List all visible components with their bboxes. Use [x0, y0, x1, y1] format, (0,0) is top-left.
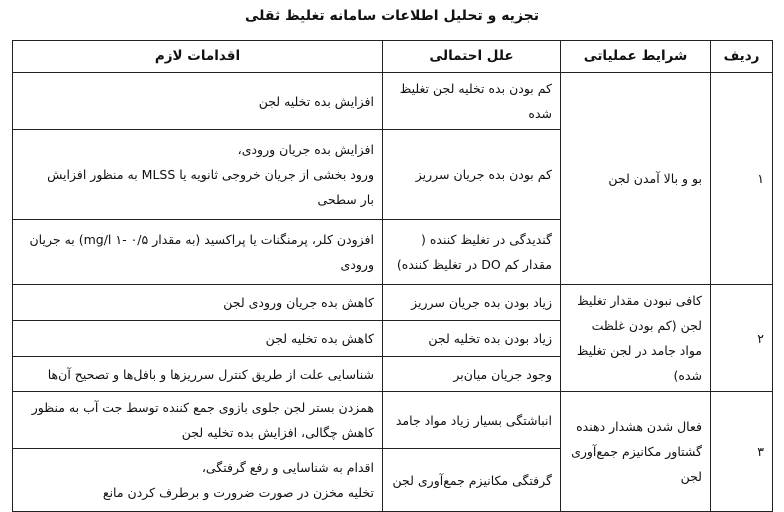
probable-cause: وجود جریان میان‌بر	[383, 357, 561, 392]
operating-condition: فعال شدن هشدار دهنده گشتاور مکانیزم جمع‌آوری لجن	[561, 392, 711, 512]
action-line: افزایش بده جریان ورودی،	[237, 142, 374, 157]
operating-condition: بو و بالا آمدن لجن	[561, 73, 711, 285]
action-line: افزودن کلر، پرمنگنات یا پراکسید (به مقدار mg/l ۱- ۰/۵) به جریان ورودی	[29, 232, 374, 272]
probable-cause: انباشتگی بسیار زیاد مواد جامد	[383, 392, 561, 449]
action-line: کاهش بده تخلیه لجن	[265, 331, 374, 347]
probable-cause: کم بودن بده تخلیه لجن تغلیظ شده	[383, 73, 561, 130]
row-number: ۳	[711, 392, 773, 512]
probable-cause: کم بودن بده جریان سرریز	[383, 130, 561, 220]
action-line: بار سطحی	[317, 192, 374, 207]
probable-cause: زیاد بودن بده تخلیه لجن	[383, 321, 561, 357]
action-line: همزدن بستر لجن جلوی بازوی جمع کننده توسط جت آب به منظور کاهش چگالی، افزایش بده تخلیه لجن	[31, 400, 374, 440]
table-header-row	[13, 41, 773, 73]
required-action	[13, 321, 383, 357]
table-row	[13, 392, 773, 449]
required-action	[13, 220, 383, 285]
troubleshooting-table	[12, 40, 773, 512]
header-row-number: ردیف	[711, 41, 773, 73]
action-line: افزایش بده تخلیه لجن	[258, 93, 374, 109]
required-action	[13, 285, 383, 321]
header-operating-condition: شرایط عملیاتی	[561, 41, 711, 73]
required-action	[13, 130, 383, 220]
page-title: تجزیه و تحلیل اطلاعات سامانه تغلیظ ثقلی	[244, 8, 539, 24]
table-row	[13, 73, 773, 130]
row-number: ۲	[711, 285, 773, 392]
action-line: ورود بخشی از جریان خروجی ثانویه یا MLSS به منظور افزایش	[47, 167, 374, 182]
action-line: کاهش بده جریان ورودی لجن	[223, 295, 374, 310]
probable-cause: گندیدگی در تغلیظ کننده ( مقدار کم DO در تغلیظ کننده)	[383, 220, 561, 285]
header-probable-cause: علل احتمالی	[383, 41, 561, 73]
required-action	[13, 357, 383, 392]
table-row	[13, 285, 773, 321]
action-line: اقدام به شناسایی و رفع گرفتگی،	[201, 460, 374, 475]
header-required-action: اقدامات لازم	[13, 41, 383, 73]
required-action	[13, 392, 383, 449]
required-action	[13, 73, 383, 130]
probable-cause: زیاد بودن بده جریان سرریز	[383, 285, 561, 321]
action-line: شناسایی علت از طریق کنترل سرریزها و بافل‌ها و تصحیح آن‌ها	[47, 366, 374, 382]
probable-cause: گرفتگی مکانیزم جمع‌آوری لجن	[383, 449, 561, 512]
required-action	[13, 449, 383, 512]
row-number: ۱	[711, 73, 773, 285]
operating-condition: کافی نبودن مقدار تغلیظ لجن (کم بودن غلظت مواد جامد در لجن تغلیظ شده)	[561, 285, 711, 392]
action-line: تخلیه مخزن در صورت ضرورت و برطرف کردن مانع	[102, 485, 374, 500]
